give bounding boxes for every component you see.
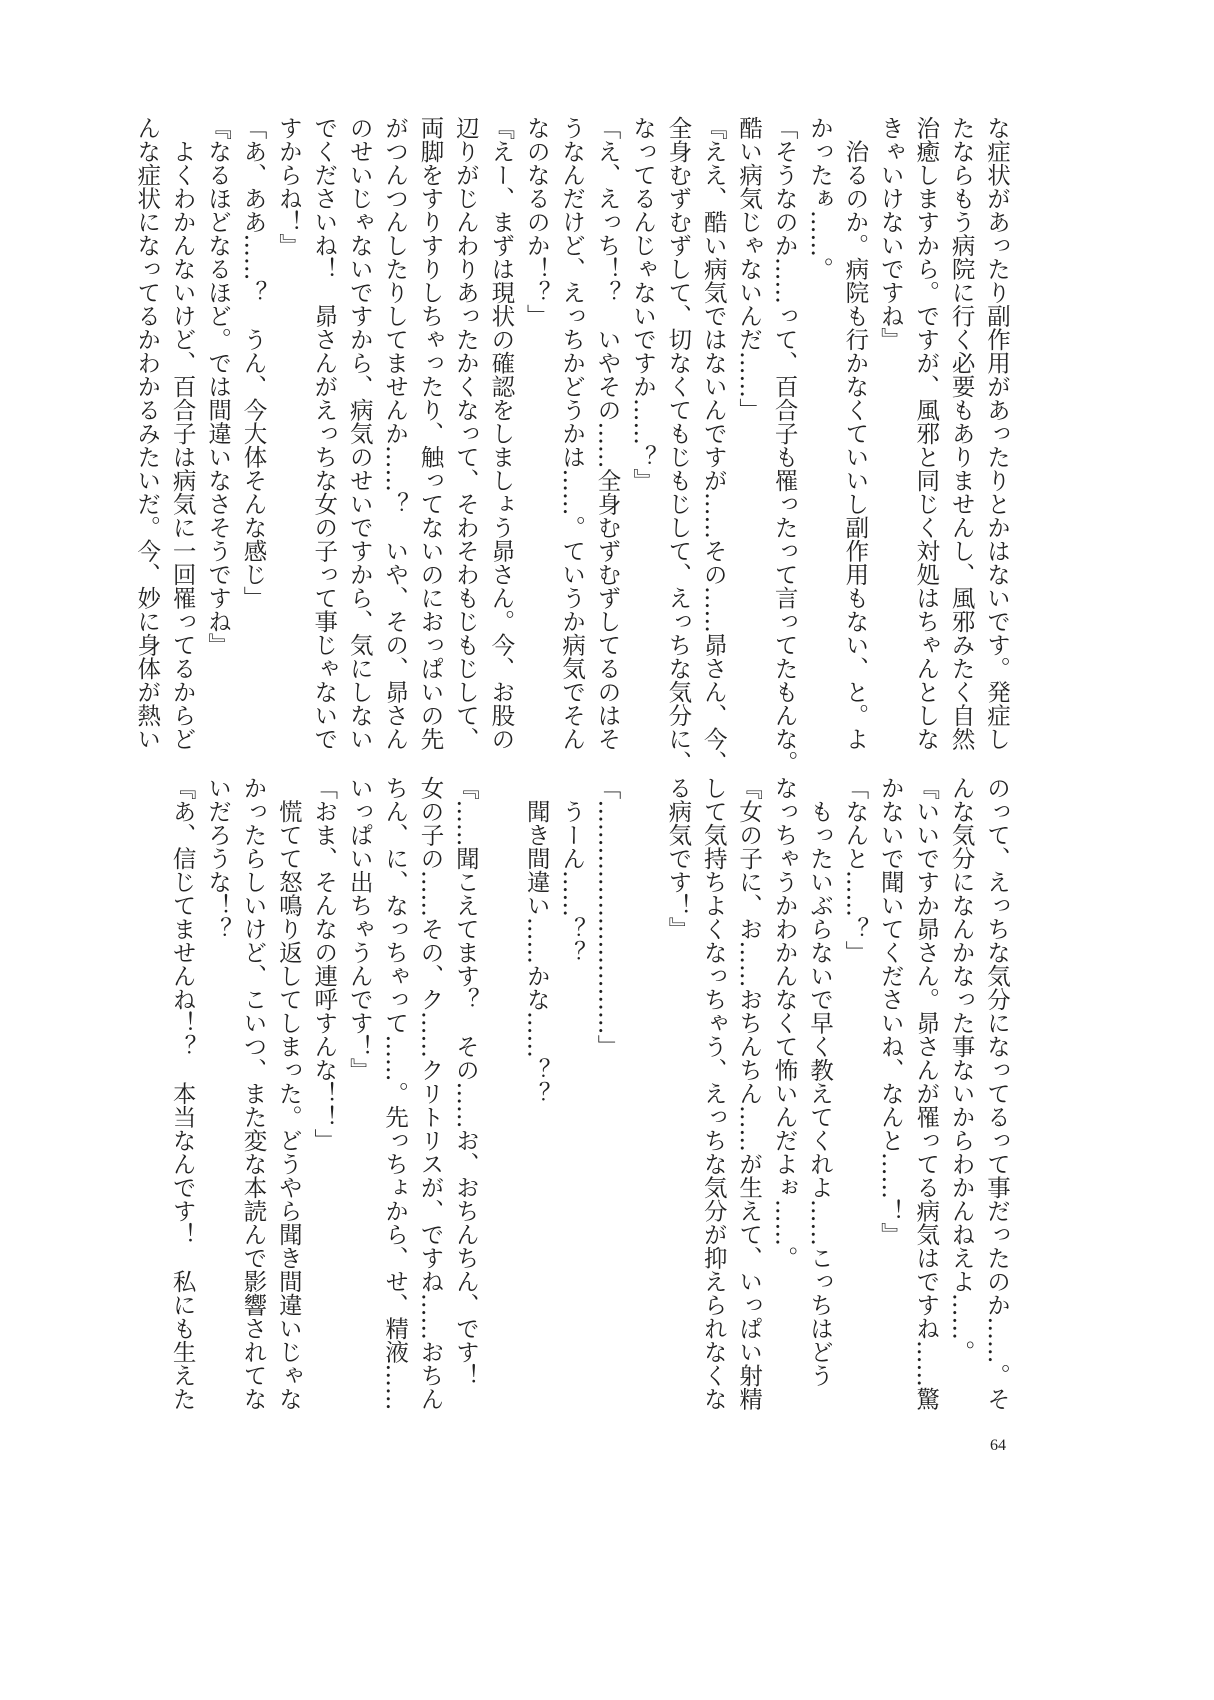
text-line: 『……聞こえてます？ その……お、おちんちん、です！ [451, 776, 480, 1387]
text-line: いっぱい出ちゃうんです！』 [345, 776, 374, 1082]
text-line: でくださいね！ 昴さんがえっちな女の子って事じゃないで [310, 116, 339, 751]
text-line: 治るのか。病院も行かなくていいし副作用もない、と。よ [841, 116, 870, 751]
text-line: なのなるのか！？」 [522, 116, 551, 328]
text-line: うーん……？？ [558, 776, 587, 964]
text-line: なってるんじゃないですか……？』 [628, 116, 657, 492]
text-line: 「そうなのか……って、百合子も罹ったって言ってたもんな。 [770, 116, 799, 774]
text-line: 聞き間違い……かな……？？ [522, 776, 551, 1105]
text-line: 「なんと……？」 [841, 776, 870, 964]
text-line: 『女の子に、お……おちんちん……が生えて、いっぱい射精 [735, 776, 764, 1411]
text-line: る病気です！』 [664, 776, 693, 941]
text-line: たならもう病院に行く必要もありませんし、風邪みたく自然 [947, 116, 976, 751]
text-line: うなんだけど、えっちかどうかは……。ていうか病気でそん [558, 116, 587, 751]
text-line: 治癒しますから。ですが、風邪と同じく対処はちゃんとしな [912, 116, 941, 751]
text-line: もったいぶらないで早く教えてくれよ……こっちはどう [805, 776, 834, 1387]
text-line: のせいじゃないですから、病気のせいですから、気にしない [345, 116, 374, 751]
text-line: 『なるほどなるほど。では間違いなさそうですね』 [204, 116, 233, 657]
text-line: 「…………………………」 [593, 776, 622, 1058]
text-line: きゃいけないですね』 [876, 116, 905, 351]
text-line: 辺りがじんわりあったかくなって、そわそわもじもじして、 [451, 116, 480, 751]
text-line: な症状があったり副作用があったりとかはないです。発症し [983, 116, 1011, 751]
text-line: かったぁ……。 [805, 116, 834, 281]
text-line: 『ええ、酷い病気ではないんですが……その……昴さん、今、 [699, 116, 728, 774]
text-line: 『あ、信じてませんね！？ 本当なんです！ 私にも生えた [168, 776, 197, 1411]
text-line: 慌てて怒鳴り返してしまった。どうやら聞き間違いじゃな [274, 776, 303, 1411]
text-line: 全身むずむずして、切なくてもじもじして、えっちな気分に、 [664, 116, 693, 774]
text-line: 「え、えっち！？ いやその……全身むずむずしてるのはそ [593, 116, 622, 751]
text-line: 「あ、ああ……？ うん、今大体そんな感じ」 [239, 116, 268, 610]
text-line: のって、えっちな気分になってるって事だったのか……。そ [983, 776, 1011, 1411]
text-line [483, 776, 518, 1436]
top-text-block [129, 116, 1014, 776]
text-line: なっちゃうかわかんなくて怖いんだよぉ……。 [770, 776, 799, 1270]
text-line: んな気分になんかなった事ないからわかんねえよ……。 [947, 776, 976, 1364]
text-line: 女の子の……その、ク……クリトリスが、ですね……おちん [416, 776, 445, 1411]
text-line: ちん、に、なっちゃって……。先っちょから、せ、精液…… [381, 776, 410, 1411]
text-line: 『えー、まずは現状の確認をしましょう昴さん。今、お股の [487, 116, 516, 751]
text-line: よくわかんないけど、百合子は病気に一回罹ってるからど [168, 116, 197, 751]
text-line: がつんつんしたりしてませんか……？ いや、その、昴さん [381, 116, 410, 751]
text-line: 『いいですか昴さん。昴さんが罹ってる病気はですね……驚 [912, 776, 941, 1411]
page-number: 64 [990, 1437, 1006, 1454]
text-line [625, 776, 660, 1436]
text-line: すからね！』 [274, 116, 303, 257]
text-line: かないで聞いてくださいね、なんと……！』 [876, 776, 905, 1246]
bottom-text-block [164, 776, 1014, 1436]
text-line: して気持ちよくなっちゃう、えっちな気分が抑えられなくな [699, 776, 728, 1411]
text-line: 酷い病気じゃないんだ……」 [735, 116, 764, 422]
text-line: かったらしいけど、こいつ、また変な本読んで影響されてな [239, 776, 268, 1411]
text-line: んな症状になってるかわかるみたいだ。今、妙に身体が熱い [133, 116, 162, 751]
text-line: 「おま、そんなの連呼すんな！！」 [310, 776, 339, 1152]
text-line: 両脚をすりすりしちゃったり、触ってないのにおっぱいの先 [416, 116, 445, 751]
text-line: いだろうな！？ [204, 776, 233, 941]
